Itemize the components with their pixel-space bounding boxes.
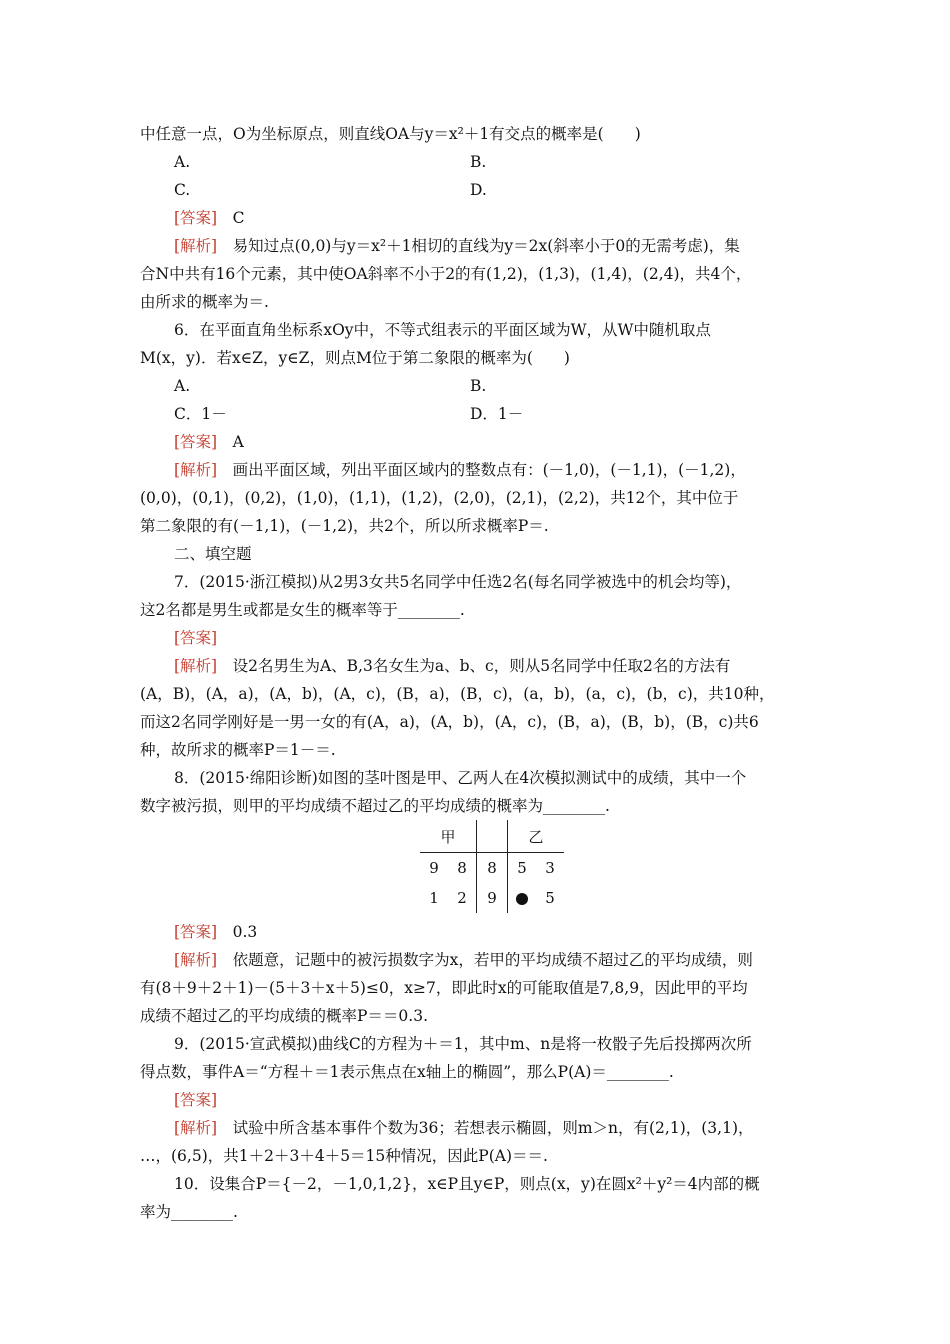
text-line: 中任意一点，O为坐标原点，则直线OA与y＝x²＋1有交点的概率是( ): [140, 125, 641, 143]
leaf: 2: [457, 889, 467, 907]
header-stem: [477, 820, 508, 853]
text-line: 得点数，事件A＝“方程＋＝1表示焦点在x轴上的椭圆”，那么P(A)＝________.: [140, 1063, 674, 1081]
analysis-line: [174, 236, 740, 256]
question-10: 10．设集合P＝{－2，－1,0,1,2}，x∈P且y∈P，则点(x，y)在圆x²＋y²＝4内部的概: [174, 1175, 760, 1193]
analysis-text: 设2名男生为A、B,3名女生为a、b、c，则从5名同学中任取2名的方法有: [217, 657, 731, 675]
stem-leaf-table: [420, 820, 564, 913]
answer-line: [174, 628, 217, 648]
leaf: 5: [545, 889, 555, 907]
text-line: 第二象限的有(－1,1)，(－1,2)，共2个，所以所求概率P＝.: [140, 517, 549, 535]
text-line: 有(8＋9＋2＋1)－(5＋3＋x＋5)≤0，x≥7，即此时x的可能取值是7,8,9，因此甲的平均: [140, 979, 748, 997]
analysis-tag: [解析]: [174, 1119, 218, 1137]
analysis-text: 画出平面区域，列出平面区域内的整数点有：(－1,0)，(－1,1)，(－1,2)，: [217, 461, 746, 479]
stem-table-header: [420, 820, 564, 853]
text-line: …，(6,5)，共1＋2＋3＋4＋5＝15种情况，因此P(A)＝＝.: [140, 1147, 548, 1165]
option-b: B.: [470, 153, 487, 171]
leaf: 3: [545, 859, 555, 877]
answer-tag: [答案]: [174, 209, 218, 227]
option-d: D．1－: [470, 405, 524, 423]
answer-tag: [答案]: [174, 1091, 218, 1109]
answer-text: C: [217, 209, 245, 227]
analysis-text: 易知过点(0,0)与y＝x²＋1相切的直线为y＝2x(斜率小于0的无需考虑)，集: [217, 237, 740, 255]
blot-icon: [516, 893, 528, 905]
analysis-text: 依题意，记题中的被污损数字为x，若甲的平均成绩不超过乙的平均成绩，则: [217, 951, 753, 969]
analysis-tag: [解析]: [174, 461, 218, 479]
option-c: C．1－: [174, 405, 227, 423]
section-heading: 二、填空题: [174, 545, 252, 563]
option-a: A.: [174, 153, 191, 171]
analysis-tag: [解析]: [174, 237, 218, 255]
analysis-line: [174, 1118, 754, 1138]
answer-tag: [答案]: [174, 923, 218, 941]
answer-line: [174, 922, 257, 942]
analysis-tag: [解析]: [174, 657, 218, 675]
question-8: 8．(2015·绵阳诊断)如图的茎叶图是甲、乙两人在4次模拟测试中的成绩，其中一个: [174, 769, 747, 787]
text-line: 由所求的概率为＝.: [140, 293, 269, 311]
stem: 9: [477, 883, 508, 913]
option-a: A.: [174, 377, 191, 395]
option-c: C.: [174, 181, 191, 199]
text-line: 率为________.: [140, 1203, 238, 1221]
question-9: 9．(2015·宣武模拟)曲线C的方程为＋＝1，其中m、n是将一枚骰子先后投掷两次所: [174, 1035, 752, 1053]
option-d: D.: [470, 181, 487, 199]
text-line: 这2名都是男生或都是女生的概率等于________.: [140, 601, 465, 619]
answer-tag: [答案]: [174, 629, 218, 647]
text-line: 种，故所求的概率P＝1－＝.: [140, 741, 336, 759]
header-right: 乙: [508, 820, 565, 853]
text-line: M(x，y)．若x∈Z，y∈Z，则点M位于第二象限的概率为( ): [140, 349, 570, 367]
text-line: 数字被污损，则甲的平均成绩不超过乙的平均成绩的概率为________.: [140, 797, 610, 815]
answer-line: [174, 1090, 217, 1110]
analysis-line: [174, 950, 753, 970]
table-row: [420, 883, 564, 913]
leaf: 8: [457, 859, 467, 877]
analysis-line: [174, 656, 730, 676]
answer-text: A: [217, 433, 244, 451]
smudged-leaf: [508, 883, 537, 913]
stem: 8: [477, 853, 508, 884]
answer-line: [174, 432, 244, 452]
header-left: 甲: [420, 820, 477, 853]
question-7: 7．(2015·浙江模拟)从2男3女共5名同学中任选2名(每名同学被选中的机会均等)，: [174, 573, 742, 591]
option-b: B.: [470, 377, 487, 395]
analysis-line: [174, 460, 746, 480]
answer-line: [174, 208, 244, 228]
text-line: (A，B)，(A，a)，(A，b)，(A，c)，(B，a)，(B，c)，(a，b)，(a，c)，(b，c)，共10种，: [140, 685, 775, 703]
leaf: 1: [429, 889, 439, 907]
analysis-tag: [解析]: [174, 951, 218, 969]
table-row: [420, 853, 564, 884]
text-line: 而这2名同学刚好是一男一女的有(A，a)，(A，b)，(A，c)，(B，a)，(B，b)，(B，c)共6: [140, 713, 759, 731]
answer-text: 0.3: [217, 923, 258, 941]
leaf: 9: [429, 859, 439, 877]
text-line: 合N中共有16个元素，其中使OA斜率不小于2的有(1,2)，(1,3)，(1,4)，(2,4)，共4个，: [140, 265, 752, 283]
analysis-text: 试验中所含基本事件个数为36；若想表示椭圆，则m＞n，有(2,1)，(3,1)，: [217, 1119, 754, 1137]
leaf: 5: [517, 859, 527, 877]
text-line: 成绩不超过乙的平均成绩的概率P＝＝0.3.: [140, 1007, 429, 1025]
question-6: 6．在平面直角坐标系xOy中，不等式组表示的平面区域为W，从W中随机取点: [174, 321, 711, 339]
answer-tag: [答案]: [174, 433, 218, 451]
text-line: (0,0)，(0,1)，(0,2)，(1,0)，(1,1)，(1,2)，(2,0)，(2,1)，(2,2)，共12个，其中位于: [140, 489, 739, 507]
